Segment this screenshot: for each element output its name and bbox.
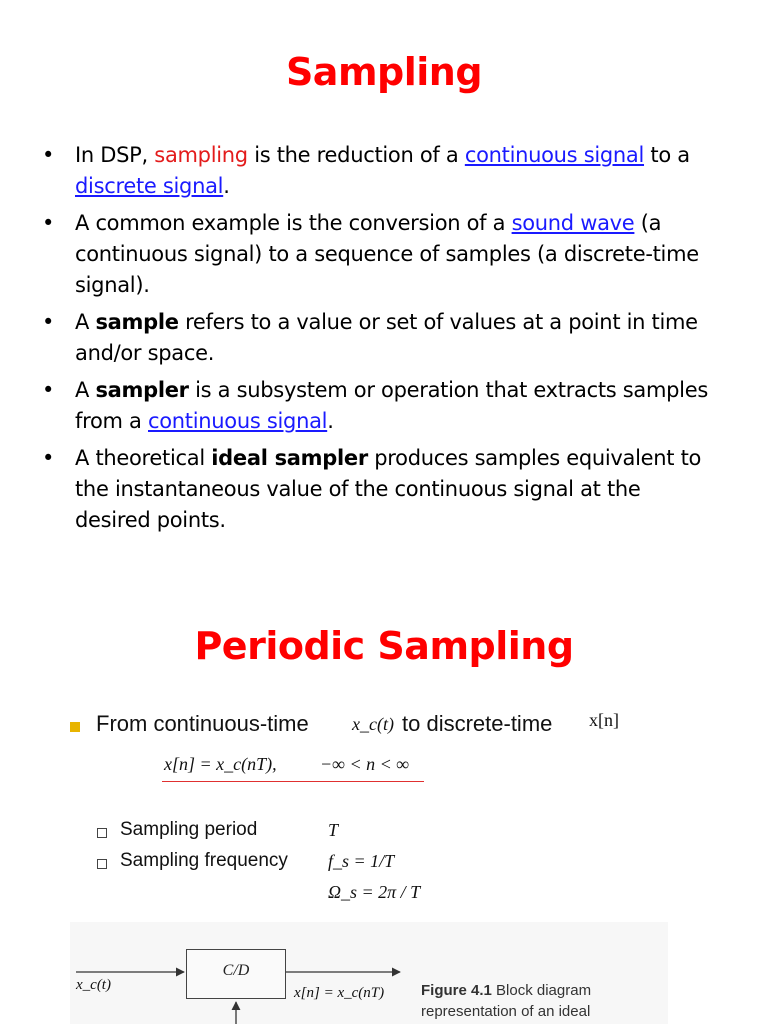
diagram-output-label: x[n] = x_c(nT): [294, 985, 385, 1001]
bullet-text: In DSP,: [75, 143, 155, 167]
figure-caption-text: Block diagram representation of an ideal: [421, 982, 592, 1020]
figure-number: Figure 4.1: [421, 982, 492, 999]
bullet-text: A theoretical: [75, 446, 212, 470]
slide-title-sampling: Sampling: [285, 50, 483, 94]
bold-term: sampler: [95, 378, 189, 402]
heading-xn-symbol: x[n]: [589, 710, 619, 730]
bullet-text: .: [327, 409, 334, 433]
equation-lhs: x[n] = x_c(nT),: [164, 754, 277, 774]
heading-continuous-time: From continuous-time: [96, 711, 309, 736]
bullet-text: A: [75, 378, 96, 402]
bullet-text: A: [75, 310, 96, 334]
bullet-text: is the reduction of a: [247, 143, 465, 167]
slide-title-periodic-sampling: Periodic Sampling: [194, 624, 574, 668]
bold-term: sample: [95, 310, 179, 334]
bullet-text: (a continuous signal) to a sequence of samples (a discrete-time signal).: [75, 211, 699, 297]
hyperlink[interactable]: continuous signal: [464, 143, 645, 167]
bold-term: ideal sampler: [211, 446, 368, 470]
symbol-period: T: [328, 820, 339, 840]
sub-item-sampling-period: Sampling period: [120, 819, 258, 840]
bullet-text: .: [223, 174, 230, 198]
diagram-input-label: x_c(t): [76, 977, 111, 993]
cd-label: C/D: [222, 962, 250, 979]
equation-range: −∞ < n < ∞: [320, 754, 410, 774]
symbol-frequency: f_s = 1/T: [328, 851, 395, 871]
hyperlink[interactable]: continuous signal: [148, 409, 328, 433]
hyperlink[interactable]: sound wave: [511, 211, 635, 235]
highlighted-term: sampling: [154, 143, 248, 167]
heading-xc-symbol: x_c(t): [352, 714, 394, 734]
bullet-text: to a: [644, 143, 690, 167]
symbol-omega: Ω_s = 2π / T: [328, 882, 421, 902]
figure-caption: [421, 980, 661, 1022]
bullet-text: refers to a value or set of values at a point in time and/or space.: [75, 310, 698, 365]
hyperlink[interactable]: discrete signal: [75, 174, 224, 198]
bullet-text: produces samples equivalent to the instantaneous value of the continuous signal at the desired points.: [75, 446, 702, 532]
sub-item-sampling-frequency: Sampling frequency: [120, 850, 288, 871]
bullet-text: A common example is the conversion of a: [75, 211, 512, 235]
heading-discrete-time: to discrete-time: [402, 711, 553, 736]
bullet-text: is a subsystem or operation that extracts samples from a: [75, 378, 708, 433]
